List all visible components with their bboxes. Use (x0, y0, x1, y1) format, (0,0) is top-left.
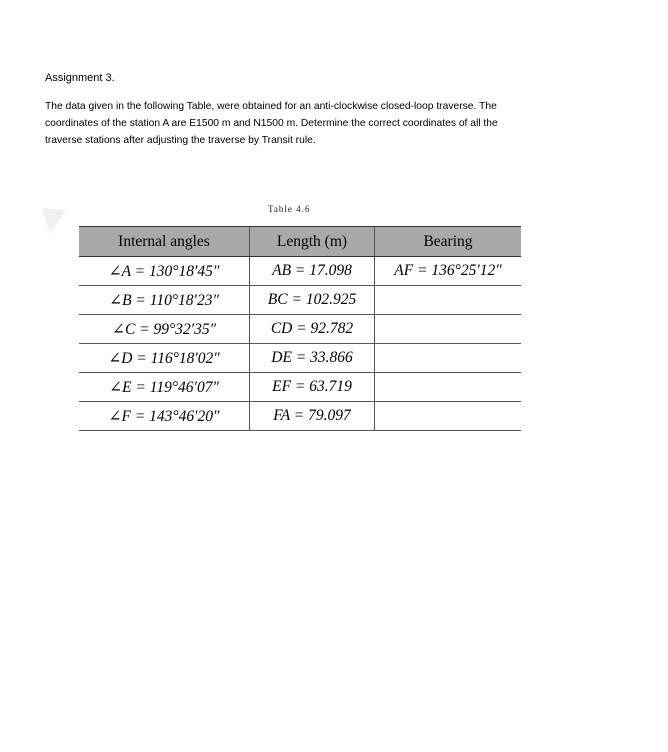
table-caption: Table 4.6 (268, 204, 311, 214)
angle-cell: ∠E = 119°46′07″ (79, 373, 250, 402)
angle-cell: ∠C = 99°32′35″ (79, 315, 250, 344)
assignment-heading: Assignment 3. (45, 72, 115, 84)
bearing-cell (375, 344, 522, 373)
table-header-row (79, 227, 521, 257)
length-cell: DE = 33.866 (250, 344, 375, 373)
angle-cell: ∠D = 116°18′02″ (79, 344, 250, 373)
angle-cell: ∠B = 110°18′23″ (79, 286, 250, 315)
header-bearing: Bearing (375, 227, 522, 257)
table-row (79, 373, 521, 402)
traverse-data-table (79, 226, 521, 431)
page-fold-mark-icon (40, 204, 70, 244)
length-cell: EF = 63.719 (250, 373, 375, 402)
paragraph-line: coordinates of the station A are E1500 m and N1500 m. Determine the correct coordinates of all the (45, 118, 498, 129)
bearing-cell (375, 402, 522, 431)
paragraph-line: traverse stations after adjusting the traverse by Transit rule. (45, 135, 316, 146)
header-length: Length (m) (250, 227, 375, 257)
length-cell: AB = 17.098 (250, 257, 375, 286)
length-cell: FA = 79.097 (250, 402, 375, 431)
bearing-cell (375, 315, 522, 344)
angle-cell: ∠A = 130°18′45″ (79, 257, 250, 286)
table-row (79, 286, 521, 315)
paragraph-line: The data given in the following Table, were obtained for an anti-clockwise closed-loop traverse. The (45, 101, 497, 112)
table-row (79, 344, 521, 373)
angle-cell: ∠F = 143°46′20″ (79, 402, 250, 431)
table-row (79, 402, 521, 431)
bearing-cell (375, 373, 522, 402)
table-row (79, 257, 521, 286)
length-cell: BC = 102.925 (250, 286, 375, 315)
bearing-cell: AF = 136°25′12″ (375, 257, 522, 286)
assignment-paragraph (45, 98, 645, 149)
bearing-cell (375, 286, 522, 315)
header-internal-angles: Internal angles (79, 227, 250, 257)
table-row (79, 315, 521, 344)
length-cell: CD = 92.782 (250, 315, 375, 344)
